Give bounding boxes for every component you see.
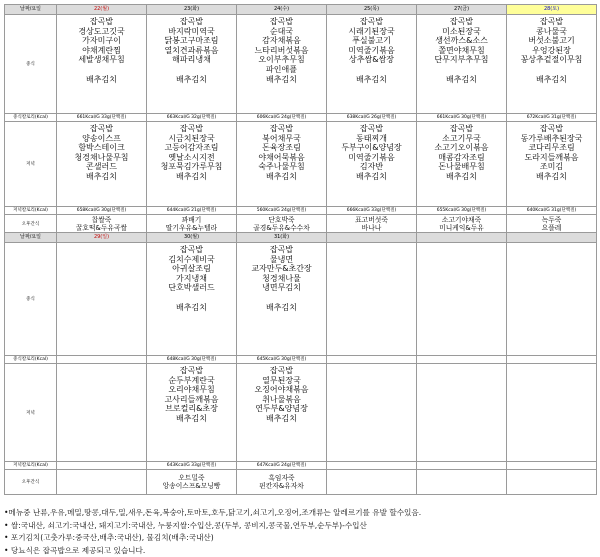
menu-item: 시금치된장국	[147, 134, 236, 144]
menu-item: 연두부&양념장	[237, 404, 326, 414]
menu-item: 꽈배기	[147, 216, 236, 224]
menu-item: 바지락미역국	[147, 27, 236, 37]
dinner-kcal-cell: 658Kcal/G 30g(단백질)	[57, 207, 147, 215]
dinner-menu-cell	[507, 122, 597, 207]
menu-item: 단무지부추무침	[417, 55, 506, 65]
menu-item: 오리야채무침	[147, 385, 236, 395]
dinner-menu-cell	[147, 364, 237, 462]
menu-item: 콘샐러드	[57, 162, 146, 172]
lunch-menu-cell	[147, 15, 237, 114]
dinner-kcal-cell	[417, 462, 507, 470]
dinner-menu-cell	[507, 364, 597, 462]
menu-item: 잡곡밥	[237, 17, 326, 27]
menu-item: 잡곡밥	[327, 124, 416, 134]
menu-item: 잡곡밥	[57, 17, 146, 27]
menu-item: 시래기된장국	[327, 27, 416, 37]
week2-snack-row	[5, 470, 597, 495]
snack-cell	[57, 215, 147, 233]
dinner-kcal-cell: 647Kcal/G 24g(단백질)	[237, 462, 327, 470]
lunch-kcal-cell: 638Kcal/G 26g(단백질)	[327, 114, 417, 122]
menu-item: 교자만두&초간장	[237, 264, 326, 274]
menu-item: 동태찌개	[327, 134, 416, 144]
menu-item: 잡곡밥	[237, 124, 326, 134]
menu-item: 배추김치	[237, 414, 326, 424]
menu-item: 배추김치	[507, 172, 596, 182]
week1-lunch-kcal-row	[5, 114, 597, 122]
dinner-kcal-cell: 666Kcal/G 33g(단백질)	[327, 207, 417, 215]
lunch-kcal-label: 중식칼로리(Kcal)	[5, 114, 57, 122]
lunch-menu-cell	[507, 15, 597, 114]
dinner-kcal-cell: 640Kcal/G 31g(단백질)	[507, 207, 597, 215]
week2-header-row	[5, 233, 597, 243]
meal-plan-table	[4, 4, 597, 495]
menu-item: 닭봉고구마조림	[147, 36, 236, 46]
lunch-kcal-cell	[57, 356, 147, 364]
menu-item: 감자채볶음	[237, 36, 326, 46]
lunch-kcal-cell: 661Kcal/G 30g(단백질)	[417, 114, 507, 122]
day-header: 30(월)	[147, 233, 237, 243]
menu-item: 매콤감자조림	[417, 153, 506, 163]
menu-item: 바나나	[327, 224, 416, 232]
dinner-kcal-cell: 655Kcal/G 30g(단백질)	[417, 207, 507, 215]
menu-item: 양송이스프	[57, 134, 146, 144]
dinner-kcal-cell: 560Kcal/G 24g(단백질)	[237, 207, 327, 215]
meal-plan-sheet	[4, 4, 596, 557]
lunch-kcal-cell	[507, 356, 597, 364]
menu-item: 배추김치	[147, 414, 236, 424]
menu-item: 잡곡밥	[57, 124, 146, 134]
menu-item: 고등어감자조림	[147, 143, 236, 153]
menu-item: 배추김치	[507, 75, 596, 85]
menu-item: 배추김치	[237, 303, 326, 313]
menu-item: 미역줄기볶음	[327, 46, 416, 56]
menu-item	[237, 293, 326, 303]
snack-cell	[147, 470, 237, 495]
allergy-note: •메뉴중 난류,우유,메밀,땅콩,대두,밀,새우,돈육,복숭아,토마토,호두,닭고기,쇠고기,오징어,조개류는 알레르기를 유발 할수있음.	[4, 507, 596, 520]
menu-item: 오이부추무침	[237, 55, 326, 65]
dinner-menu-cell	[417, 122, 507, 207]
day-header: 29(일)	[57, 233, 147, 243]
lunch-menu-cell	[327, 15, 417, 114]
menu-item: 배추김치	[57, 172, 146, 182]
lunch-menu-cell	[57, 243, 147, 356]
dinner-menu-cell	[327, 364, 417, 462]
menu-item: 경상도고깃국	[57, 27, 146, 37]
menu-item: 핀칸자&유자차	[237, 482, 326, 490]
lunch-menu-cell	[417, 243, 507, 356]
snack-cell	[507, 470, 597, 495]
menu-item: 소고기무국	[417, 134, 506, 144]
dinner-menu-cell	[57, 364, 147, 462]
menu-item: 요플레	[507, 224, 596, 232]
menu-item: 잡곡밥	[147, 17, 236, 27]
lunch-menu-cell	[147, 243, 237, 356]
menu-item	[147, 293, 236, 303]
menu-item: 배추김치	[147, 303, 236, 313]
snack-cell	[327, 215, 417, 233]
dinner-kcal-cell	[57, 462, 147, 470]
day-header: 27(금)	[417, 5, 507, 15]
menu-item: 열치견과류볶음	[147, 46, 236, 56]
week1-dinner-kcal-row	[5, 207, 597, 215]
lunch-label: 중식	[5, 243, 57, 356]
menu-item: 조미김	[507, 162, 596, 172]
menu-item: 함박스테이크	[57, 143, 146, 153]
day-header	[417, 233, 507, 243]
day-header: 22(월)	[57, 5, 147, 15]
menu-item: 배추김치	[147, 75, 236, 85]
menu-item: 냉면무김치	[237, 283, 326, 293]
lunch-label: 중식	[5, 15, 57, 114]
menu-item: 숙주나물무침	[237, 162, 326, 172]
dinner-menu-cell	[417, 364, 507, 462]
menu-item: 돈나물배무침	[417, 162, 506, 172]
dinner-kcal-cell: 643Kcal/G 33g(단백질)	[147, 462, 237, 470]
menu-item: 청경채나물	[237, 274, 326, 284]
menu-item: 앙송이스프&모닝빵	[147, 482, 236, 490]
menu-item: 동가루배추된장국	[507, 134, 596, 144]
menu-item: 미니케익&두유	[417, 224, 506, 232]
menu-item: 해파리냉채	[147, 55, 236, 65]
snack-cell	[327, 470, 417, 495]
diabetic-note: • 당뇨식은 잡곡밥으로 제공되고 있습니다.	[4, 545, 596, 557]
dinner-menu-cell	[57, 122, 147, 207]
menu-item: 가자미구이	[57, 36, 146, 46]
menu-item: 야채계란찜	[57, 46, 146, 56]
day-header	[507, 233, 597, 243]
week2-dinner-kcal-row	[5, 462, 597, 470]
menu-item: 생선까스&소스	[417, 36, 506, 46]
dinner-menu-cell	[327, 122, 417, 207]
menu-item: 두부구이&양념장	[327, 143, 416, 153]
menu-item: 미역줄기볶음	[327, 153, 416, 163]
menu-item: 잡곡밥	[417, 17, 506, 27]
lunch-kcal-cell: 648Kcal/G 30g(단백질)	[147, 356, 237, 364]
lunch-kcal-cell: 645Kcal/G 30g(단백질)	[237, 356, 327, 364]
menu-item: 미소된장국	[417, 27, 506, 37]
menu-item: 잡곡밥	[417, 124, 506, 134]
menu-item: 딸기우유&누텔라	[147, 224, 236, 232]
menu-item: 배추김치	[147, 172, 236, 182]
menu-item: 꿀호떡&두유곡쌀	[57, 224, 146, 232]
menu-item	[147, 65, 236, 75]
menu-item: 아귀살조림	[147, 264, 236, 274]
snack-label: 오후간식	[5, 215, 57, 233]
dinner-menu-cell	[237, 364, 327, 462]
snack-cell	[237, 215, 327, 233]
lunch-kcal-cell: 663Kcal/G 32g(단백질)	[147, 114, 237, 122]
menu-item: 북어채무국	[237, 134, 326, 144]
menu-item: 골경&두유&수수차	[237, 224, 326, 232]
snack-cell	[147, 215, 237, 233]
dinner-kcal-label: 저녁칼로리(Kcal)	[5, 207, 57, 215]
menu-item: 느타리버섯볶음	[237, 46, 326, 56]
dinner-menu-cell	[237, 122, 327, 207]
menu-item: 잡곡밥	[327, 17, 416, 27]
snack-label: 오후간식	[5, 470, 57, 495]
menu-item: 파인애플	[237, 65, 326, 75]
lunch-kcal-cell: 661Kcal/G 33g(단백질)	[57, 114, 147, 122]
week2-lunch-row	[5, 243, 597, 356]
week1-lunch-row	[5, 15, 597, 114]
menu-item: 배추김치	[327, 75, 416, 85]
menu-item: 고사리들깨볶음	[147, 395, 236, 405]
menu-item: 단호박죽	[237, 216, 326, 224]
menu-item: 흑임자죽	[237, 474, 326, 482]
menu-item: 꽁상추겉절이무침	[507, 55, 596, 65]
menu-item	[57, 65, 146, 75]
week1-header-row	[5, 5, 597, 15]
menu-item	[417, 65, 506, 75]
menu-item: 세발생채무침	[57, 55, 146, 65]
dinner-kcal-label: 저녁칼로리(Kcal)	[5, 462, 57, 470]
lunch-kcal-cell: 606Kcal/G 24g(단백질)	[237, 114, 327, 122]
menu-item: 김자반	[327, 162, 416, 172]
menu-item: 가지냉채	[147, 274, 236, 284]
menu-item: 청경채나물무침	[57, 153, 146, 163]
menu-item: 브로컬리&초장	[147, 404, 236, 414]
menu-item: 청포묵김가루무침	[147, 162, 236, 172]
menu-item: 푸실불고기	[327, 36, 416, 46]
day-header	[327, 233, 417, 243]
day-header: 24(수)	[237, 5, 327, 15]
dinner-kcal-cell	[507, 462, 597, 470]
menu-item: 소고기오이볶음	[417, 143, 506, 153]
menu-item: 김치수제비국	[147, 255, 236, 265]
menu-item: 순두부계란국	[147, 376, 236, 386]
menu-item: 돈육장조림	[237, 143, 326, 153]
menu-item: 옛날소시지전	[147, 153, 236, 163]
menu-item: 단호박샐러드	[147, 283, 236, 293]
menu-item: 우엉강된장	[507, 46, 596, 56]
menu-item: 잡곡밥	[147, 245, 236, 255]
lunch-menu-cell	[327, 243, 417, 356]
day-header: 25(목)	[327, 5, 417, 15]
menu-item: 잡곡밥	[507, 17, 596, 27]
lunch-kcal-cell	[417, 356, 507, 364]
day-header: 31(화)	[237, 233, 327, 243]
corner-label: 날짜/요일	[5, 233, 57, 243]
lunch-menu-cell	[417, 15, 507, 114]
lunch-menu-cell	[237, 243, 327, 356]
menu-item: 오트밀죽	[147, 474, 236, 482]
menu-item: 야채어묵볶음	[237, 153, 326, 163]
dinner-label: 저녁	[5, 122, 57, 207]
menu-item: 배추김치	[237, 172, 326, 182]
menu-item: 잡곡밥	[237, 245, 326, 255]
lunch-menu-cell	[57, 15, 147, 114]
menu-item	[507, 65, 596, 75]
menu-item: 잡곡밥	[507, 124, 596, 134]
menu-item: 도라지들깨볶음	[507, 153, 596, 163]
menu-item: 배추김치	[237, 75, 326, 85]
dinner-label: 저녁	[5, 364, 57, 462]
menu-item: 잡곡밥	[147, 366, 236, 376]
menu-item: 열무된장국	[237, 376, 326, 386]
menu-item: 코다리무조림	[507, 143, 596, 153]
menu-item: 순대국	[237, 27, 326, 37]
footnotes	[4, 507, 596, 557]
menu-item: 표고버섯죽	[327, 216, 416, 224]
menu-item: 오징어야채볶음	[237, 385, 326, 395]
menu-item: 버섯소불고기	[507, 36, 596, 46]
origin-note: • 쌀:국내산, 쇠고기:국내산, 돼지고기:국내산, 누룽지쌀:수입산,콩(두부, 콩비지,콩국물,연두부,순두부)-수입산	[4, 520, 596, 533]
week1-snack-row	[5, 215, 597, 233]
lunch-menu-cell	[507, 243, 597, 356]
menu-item: 쫄면야채무침	[417, 46, 506, 56]
snack-cell	[507, 215, 597, 233]
snack-cell	[417, 470, 507, 495]
kimchi-origin-note: • 포기김치(고춧가루:중국산,배추:국내산), 물김치(배추:국내산)	[4, 532, 596, 545]
dinner-kcal-cell: 644Kcal/G 21g(단백질)	[147, 207, 237, 215]
snack-cell	[237, 470, 327, 495]
day-header: 28(토)	[507, 5, 597, 15]
menu-item: 배추김치	[57, 75, 146, 85]
day-header: 23(화)	[147, 5, 237, 15]
corner-label: 날짜/요일	[5, 5, 57, 15]
menu-item: 물냉면	[237, 255, 326, 265]
dinner-menu-cell	[147, 122, 237, 207]
lunch-menu-cell	[237, 15, 327, 114]
menu-item	[327, 65, 416, 75]
lunch-kcal-cell: 672Kcal/G 31g(단백질)	[507, 114, 597, 122]
lunch-kcal-cell	[327, 356, 417, 364]
menu-item: 잡곡밥	[147, 124, 236, 134]
menu-item: 취나물볶음	[237, 395, 326, 405]
menu-item: 콩나물국	[507, 27, 596, 37]
week1-dinner-row	[5, 122, 597, 207]
menu-item: 녹두죽	[507, 216, 596, 224]
snack-cell	[57, 470, 147, 495]
week2-lunch-kcal-row	[5, 356, 597, 364]
menu-item: 찹쌀죽	[57, 216, 146, 224]
menu-item: 소고기야채죽	[417, 216, 506, 224]
menu-item: 배추김치	[417, 172, 506, 182]
menu-item: 배추김치	[417, 75, 506, 85]
dinner-kcal-cell	[327, 462, 417, 470]
week2-dinner-row	[5, 364, 597, 462]
menu-item: 상추쌈&쌈장	[327, 55, 416, 65]
snack-cell	[417, 215, 507, 233]
menu-item: 배추김치	[327, 172, 416, 182]
lunch-kcal-label: 중식칼로리(Kcal)	[5, 356, 57, 364]
menu-item: 잡곡밥	[237, 366, 326, 376]
